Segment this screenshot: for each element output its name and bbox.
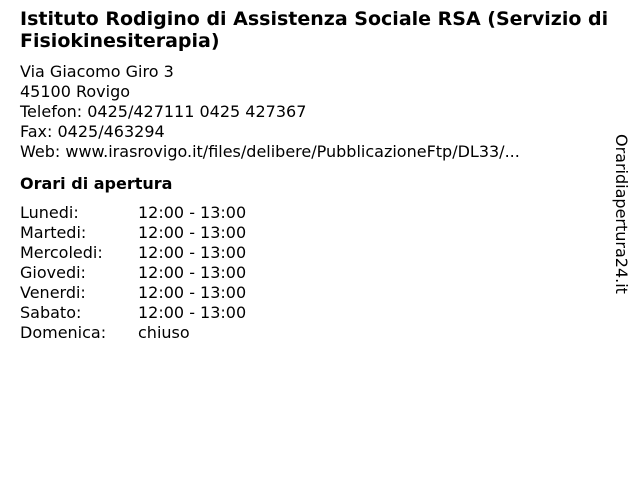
fax-line: Fax: 0425/463294: [20, 122, 165, 141]
contact-details: [20, 62, 610, 162]
day-label: Giovedi:: [20, 263, 86, 282]
day-label: Domenica:: [20, 323, 107, 342]
phone-line: Telefon: 0425/427111 0425 427367: [20, 102, 307, 121]
hours-row-monday: [20, 203, 246, 223]
day-hours: 12:00 - 13:00: [138, 263, 247, 282]
day-label: Mercoledi:: [20, 243, 103, 262]
hours-row-tuesday: [20, 223, 246, 243]
day-label: Sabato:: [20, 303, 82, 322]
web-line: Web: www.irasrovigo.it/files/delibere/PubblicazioneFtp/DL33/...: [20, 142, 520, 161]
hours-row-sunday: [20, 323, 246, 343]
business-card: [20, 8, 610, 343]
opening-hours-heading: Orari di apertura: [20, 174, 173, 193]
hours-row-thursday: [20, 263, 246, 283]
day-hours: 12:00 - 13:00: [138, 283, 247, 302]
hours-row-friday: [20, 283, 246, 303]
day-label: Martedi:: [20, 223, 87, 242]
day-hours: 12:00 - 13:00: [138, 223, 247, 242]
day-label: Lunedi:: [20, 203, 79, 222]
hours-row-wednesday: [20, 243, 246, 263]
hours-row-saturday: [20, 303, 246, 323]
day-hours: 12:00 - 13:00: [138, 203, 247, 222]
site-watermark: Oraridiapertura24.it: [612, 134, 631, 294]
day-hours: chiuso: [138, 323, 190, 342]
day-hours: 12:00 - 13:00: [138, 243, 247, 262]
day-label: Venerdi:: [20, 283, 86, 302]
street-address: Via Giacomo Giro 3: [20, 62, 174, 81]
day-hours: 12:00 - 13:00: [138, 303, 247, 322]
city-postal: 45100 Rovigo: [20, 82, 131, 101]
business-title: Istituto Rodigino di Assistenza Sociale RSA (Servizio di Fisiokinesiterapia): [20, 8, 609, 52]
opening-hours-table: [20, 203, 246, 343]
